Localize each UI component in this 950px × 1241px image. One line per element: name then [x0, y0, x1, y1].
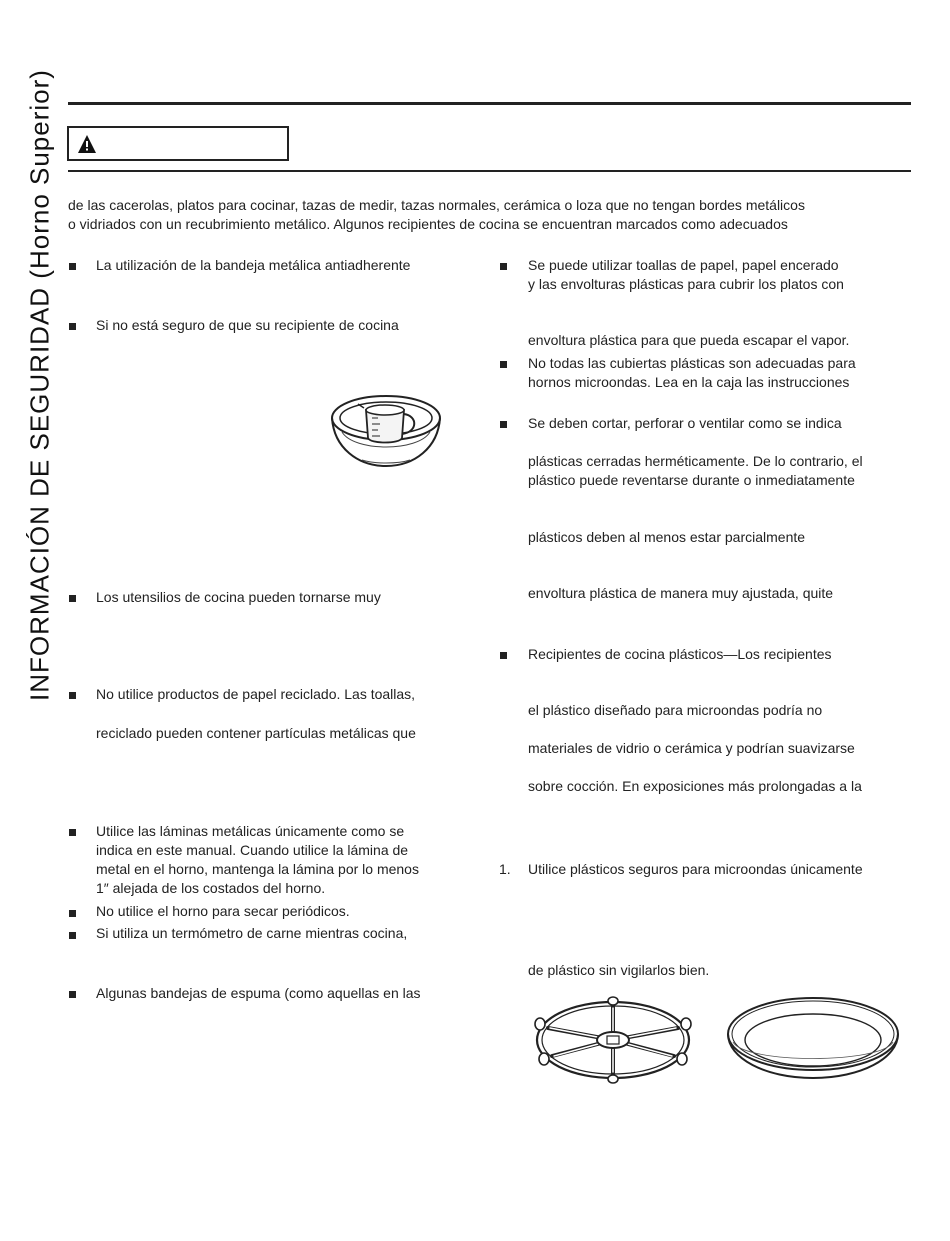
turntable-support-illustration — [528, 994, 698, 1086]
bullet-marker — [500, 421, 507, 428]
right-text-line: de plástico sin vigilarlos bien. — [528, 962, 710, 978]
right-text-line: materiales de vidrio o cerámica y podrían suavizarse — [528, 740, 855, 756]
bullet-marker — [69, 595, 76, 602]
right-text-line: sobre cocción. En exposiciones más prolongadas a la — [528, 778, 862, 794]
bowl-with-measuring-cup-illustration — [330, 388, 442, 470]
left-text-line: Utilice las láminas metálicas únicamente como se — [96, 823, 405, 839]
bullet-marker — [500, 652, 507, 659]
left-text-line: reciclado pueden contener partículas metálicas que — [96, 725, 416, 741]
bullet-marker — [500, 263, 507, 270]
intro-line: o vidriados con un recubrimiento metálico. Algunos recipientes de cocina se encuentran marcados como adecuados — [68, 216, 788, 232]
right-text-line: y las envolturas plásticas para cubrir los platos con — [528, 276, 844, 292]
bullet-marker — [69, 263, 76, 270]
right-text-line: Se deben cortar, perforar o ventilar como se indica — [528, 415, 842, 431]
left-text-line: Si utiliza un termómetro de carne mientras cocina, — [96, 925, 408, 941]
right-text-line: el plástico diseñado para microondas podría no — [528, 702, 823, 718]
right-text-line: hornos microondas. Lea en la caja las instrucciones — [528, 374, 850, 390]
bullet-marker — [69, 829, 76, 836]
numbered-item-marker: 1. — [499, 861, 511, 877]
left-text-line: 1″ alejada de los costados del horno. — [96, 880, 326, 896]
left-text-line: Algunas bandejas de espuma (como aquellas en las — [96, 985, 421, 1001]
section-rule — [68, 170, 911, 172]
page-side-title: INFORMACIÓN DE SEGURIDAD (Horno Superior) — [24, 69, 55, 701]
bullet-marker — [69, 991, 76, 998]
bullet-marker — [69, 323, 76, 330]
left-text-line: No utilice productos de papel reciclado. Las toallas, — [96, 686, 416, 702]
bullet-marker — [69, 692, 76, 699]
right-text-line: Se puede utilizar toallas de papel, papel encerado — [528, 257, 839, 273]
right-text-line: envoltura plástica de manera muy ajustada, quite — [528, 585, 834, 601]
right-text-line: Recipientes de cocina plásticos—Los recipientes — [528, 646, 832, 662]
left-text-line: Si no está seguro de que su recipiente de cocina — [96, 317, 399, 333]
left-text-line: La utilización de la bandeja metálica antiadherente — [96, 257, 411, 273]
warning-box — [67, 126, 289, 161]
warning-triangle-icon — [77, 134, 97, 154]
bullet-marker — [69, 932, 76, 939]
intro-line: de las cacerolas, platos para cocinar, tazas de medir, tazas normales, cerámica o loza que no tengan bordes metálicos — [68, 197, 805, 213]
right-text-line: plásticas cerradas herméticamente. De lo contrario, el — [528, 453, 863, 469]
right-text-line: plástico puede reventarse durante o inmediatamente — [528, 472, 855, 488]
left-text-line: indica en este manual. Cuando utilice la lámina de — [96, 842, 409, 858]
left-text-line: No utilice el horno para secar periódicos. — [96, 903, 350, 919]
right-text-line: No todas las cubiertas plásticas son adecuadas para — [528, 355, 856, 371]
top-rule — [68, 102, 911, 105]
bullet-marker — [69, 910, 76, 917]
left-text-line: Los utensilios de cocina pueden tornarse muy — [96, 589, 381, 605]
right-text-line: plásticos deben al menos estar parcialmente — [528, 529, 806, 545]
bullet-marker — [500, 361, 507, 368]
left-text-line: metal en el horno, mantenga la lámina por lo menos — [96, 861, 419, 877]
right-text-line: envoltura plástica para que pueda escapar el vapor. — [528, 332, 850, 348]
glass-turntable-illustration — [725, 994, 901, 1086]
right-text-line: Utilice plásticos seguros para microondas únicamente — [528, 861, 863, 877]
